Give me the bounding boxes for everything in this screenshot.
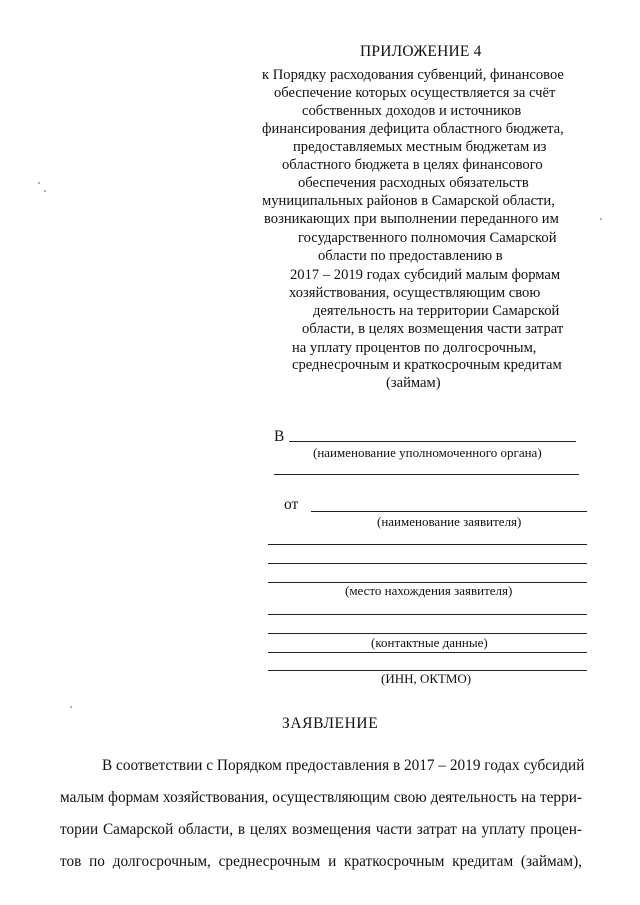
- contacts-caption: (контактные данные): [371, 635, 488, 650]
- statement-line-text: тории Самарской области, в целях возмещения части затрат на уплату процен-: [60, 821, 582, 838]
- annex-line: среднесрочным и краткосрочным кредитам: [292, 357, 562, 373]
- statement-line-text: малым формам хозяйствования, осуществляющим свою деятельность на терри-: [60, 789, 582, 806]
- scan-speck: [44, 190, 46, 192]
- location-line-1: [268, 563, 587, 564]
- statement-line: [60, 820, 582, 840]
- scan-speck: [600, 218, 602, 220]
- inn-line-1: [268, 652, 587, 653]
- annex-line: к Порядку расходования субвенций, финансовое: [262, 67, 564, 83]
- statement-heading: ЗАЯВЛЕНИЕ: [282, 715, 379, 732]
- statement-line-text: тов по долгосрочным, среднесрочным и краткосрочным кредитам (займам),: [60, 853, 582, 870]
- inn-caption: (ИНН, ОКТМО): [381, 671, 472, 686]
- annex-line: деятельность на территории Самарской: [313, 303, 560, 319]
- annex-line: обеспечение которых осуществляется за счёт: [274, 85, 556, 101]
- annex-line: государственного полномочия Самарской: [298, 230, 557, 246]
- annex-line: обеспечения расходных обязательств: [298, 175, 529, 191]
- contacts-line-1: [268, 614, 587, 615]
- contacts-line-2: [268, 633, 587, 634]
- statement-line: [60, 852, 582, 872]
- annex-line: области, в целях возмещения части затрат: [302, 321, 564, 337]
- annex-title: ПРИЛОЖЕНИЕ 4: [360, 43, 482, 60]
- statement-line: В соответствии с Порядком предоставления в 2017 – 2019 годах субсидий: [102, 757, 585, 774]
- annex-line: муниципальных районов в Самарской области,: [262, 193, 555, 209]
- annex-line: финансирования дефицита областного бюджета,: [262, 121, 564, 137]
- authority-name-line-2: [274, 474, 579, 475]
- applicant-caption: (наименование заявителя): [377, 514, 522, 529]
- from-label: от: [284, 496, 299, 513]
- applicant-name-line-2: [268, 544, 587, 545]
- location-caption: (место нахождения заявителя): [345, 583, 513, 598]
- annex-line: областного бюджета в целях финансового: [282, 157, 543, 173]
- annex-line: на уплату процентов по долгосрочным,: [292, 340, 537, 356]
- to-label: В: [274, 428, 285, 445]
- authority-name-line: [289, 441, 576, 442]
- scan-speck: [38, 182, 40, 184]
- annex-line: области по предоставлению в: [318, 248, 503, 264]
- annex-line: (займам): [386, 375, 441, 391]
- authority-caption: (наименование уполномоченного органа): [313, 445, 542, 460]
- scan-speck: [70, 706, 72, 708]
- applicant-name-line: [311, 511, 587, 512]
- annex-line: предоставляемых местным бюджетам из: [293, 139, 547, 155]
- statement-line: [60, 788, 582, 808]
- annex-line: 2017 – 2019 годах субсидий малым формам: [290, 267, 561, 283]
- annex-line: возникающих при выполнении переданного им: [264, 211, 559, 227]
- annex-line: хозяйствования, осуществляющим свою: [289, 285, 541, 301]
- annex-line: собственных доходов и источников: [302, 103, 522, 119]
